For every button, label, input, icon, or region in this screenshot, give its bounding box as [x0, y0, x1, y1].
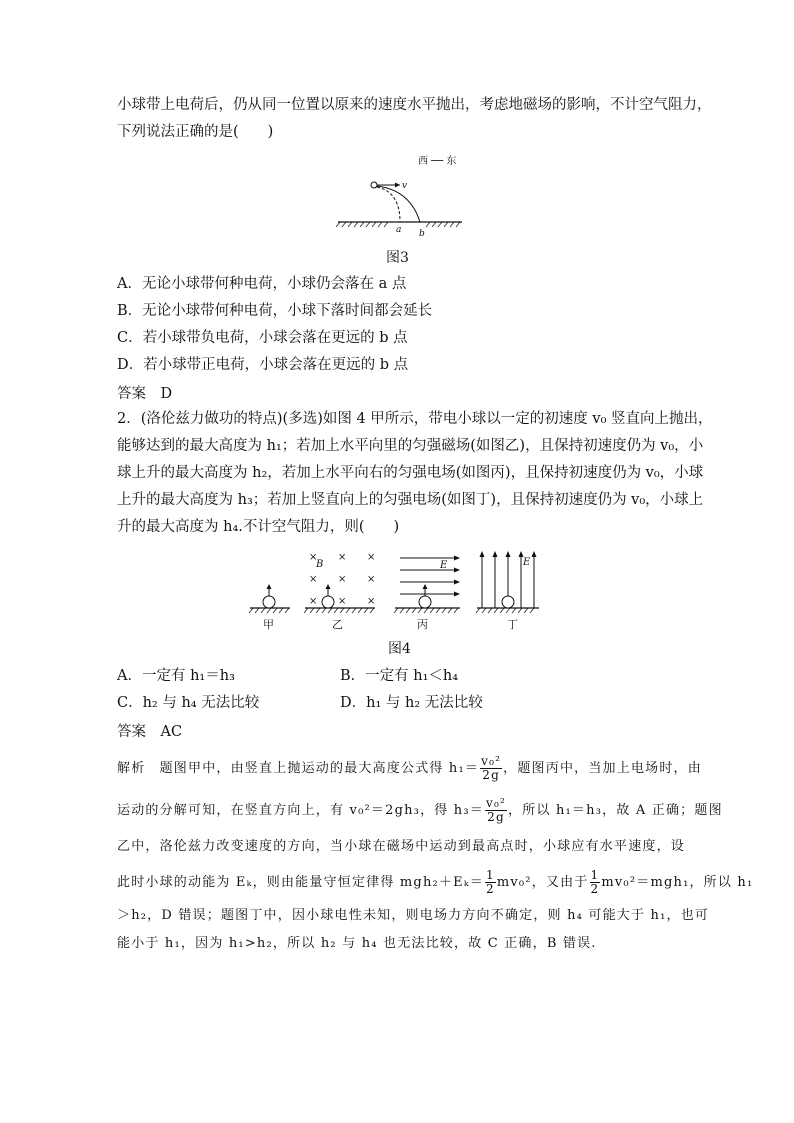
fraction-numerator: v₀²: [481, 754, 502, 768]
figure-4-label-ding: 丁: [507, 618, 518, 631]
fraction-numerator: 1: [485, 868, 495, 882]
solution-line-6: 能小于 h₁，因为 h₁>h₂，所以 h₂ 与 h₄ 也无法比较，故 C 正确，B 错误.: [117, 936, 597, 951]
q2-option-c: C．h₂ 与 h₄ 无法比较: [117, 695, 260, 711]
figure-3-v-label: v: [402, 181, 408, 191]
figure-4-e-label-2: E: [523, 557, 531, 568]
fraction-denominator: 2g: [482, 768, 500, 782]
fraction: [485, 797, 507, 824]
q1-option-a: A．无论小球带何种电荷，小球仍会落在 a 点: [117, 276, 407, 292]
svg-text:×: ×: [309, 596, 318, 607]
q1-option-d: D．若小球带正电荷，小球会落在更远的 b 点: [117, 357, 409, 373]
fraction-numerator: 1: [590, 868, 600, 882]
svg-text:×: ×: [338, 552, 347, 563]
q2-stem-line-3: 球上升的最大高度为 h₂，若加上水平向右的匀强电场(如图丙)，且保持初速度仍为 v₀，小球: [117, 465, 704, 481]
svg-text:×: ×: [367, 574, 376, 585]
figure-3-ball: [371, 182, 377, 188]
svg-text:×: ×: [367, 596, 376, 607]
q2-option-d: D．h₁ 与 h₂ 无法比较: [340, 695, 483, 711]
q1-answer: 答案 D: [117, 386, 173, 402]
q2-stem-line-4: 上升的最大高度为 h₃；若加上竖直向上的匀强电场(如图丁)，且保持初速度仍为 v₀，小球上: [117, 492, 704, 508]
q2-stem-line-5: 升的最大高度为 h₄.不计空气阻力，则( ): [117, 519, 400, 535]
figure-4-panel-bing: [394, 556, 460, 632]
fraction-denominator: 2: [485, 882, 495, 896]
figure-4-label-jia: 甲: [263, 618, 274, 631]
figure-3: [330, 150, 470, 240]
solution-line-3: 乙中，洛伦兹力改变速度的方向，当小球在磁场中运动到最高点时，小球应有水平速度，设: [117, 839, 686, 854]
figure-4-b-label: B: [316, 559, 324, 570]
figure-4-panel-jia: [249, 584, 290, 631]
q2-option-b: B．一定有 h₁＜h₄: [340, 668, 459, 684]
fraction: [480, 755, 502, 782]
figure-4-panel-ding: [476, 551, 539, 631]
figure-4-panel-yi: [304, 552, 375, 631]
figure-3-caption: 图3: [386, 250, 409, 266]
figure-4-caption: 图4: [388, 641, 411, 657]
fraction-numerator: v₀²: [486, 796, 507, 810]
q2-answer: 答案 AC: [117, 724, 183, 740]
q1-stem-line-1: 小球带上电荷后，仍从同一位置以原来的速度水平抛出，考虑地磁场的影响，不计空气阻力，: [117, 97, 712, 113]
svg-text:×: ×: [338, 574, 347, 585]
figure-3-a-label: a: [396, 225, 402, 235]
solution-line-4: [117, 869, 753, 896]
q1-option-b: B．无论小球带何种电荷，小球下落时间都会延长: [117, 303, 433, 319]
figure-4-e-label-1: E: [440, 560, 448, 571]
svg-text:×: ×: [367, 552, 376, 563]
figure-4-label-yi: 乙: [332, 618, 343, 631]
solution-line-2: [117, 797, 723, 824]
svg-text:×: ×: [309, 552, 318, 563]
figure-4-label-bing: 丙: [417, 618, 428, 631]
svg-text:×: ×: [338, 596, 347, 607]
q2-stem-line-2: 能够达到的最大高度为 h₁；若加上水平向里的匀强磁场(如图乙)，且保持初速度仍为 v₀，小: [117, 438, 704, 454]
fraction: [485, 869, 496, 896]
solution-text: 运动的分解可知，在竖直方向上，有 v₀²＝2gh₃，得 h₃＝: [117, 803, 484, 818]
fraction-denominator: 2: [590, 882, 600, 896]
figure-3-compass: 西 ── 东: [418, 156, 457, 167]
solution-line-5: ＞h₂，D 错误；题图丁中，因小球电性未知，则电场力方向不确定，则 h₄ 可能大于 h₁，也可: [117, 908, 710, 923]
solution-text: ，所以 h₁＝h₃，故 A 正确；题图: [508, 803, 723, 818]
solution-line-1: [117, 755, 702, 782]
solution-text: ，题图丙中，当加上电场时，由: [503, 761, 702, 776]
figure-3-path-b: [377, 186, 420, 222]
q1-option-c: C．若小球带负电荷，小球会落在更远的 b 点: [117, 330, 408, 346]
solution-text: mv₀²，又由于: [496, 875, 589, 890]
solution-text: mv₀²＝mgh₁，所以 h₁: [601, 875, 754, 890]
q2-option-a: A．一定有 h₁＝h₃: [117, 668, 235, 684]
q1-stem-line-2: 下列说法正确的是( ): [117, 124, 274, 140]
figure-4: [245, 548, 545, 633]
solution-text: 此时小球的动能为 Eₖ，则由能量守恒定律得 mgh₂＋Eₖ＝: [117, 875, 484, 890]
q2-stem-line-1: 2．(洛伦兹力做功的特点)(多选)如图 4 甲所示，带电小球以一定的初速度 v₀ 竖直向上抛出，: [117, 411, 713, 427]
solution-text: 解析 题图甲中，由竖直上抛运动的最大高度公式得 h₁＝: [117, 761, 480, 776]
fraction: [590, 869, 601, 896]
figure-3-b-label: b: [419, 229, 425, 239]
fraction-denominator: 2g: [487, 810, 505, 824]
svg-text:×: ×: [309, 574, 318, 585]
